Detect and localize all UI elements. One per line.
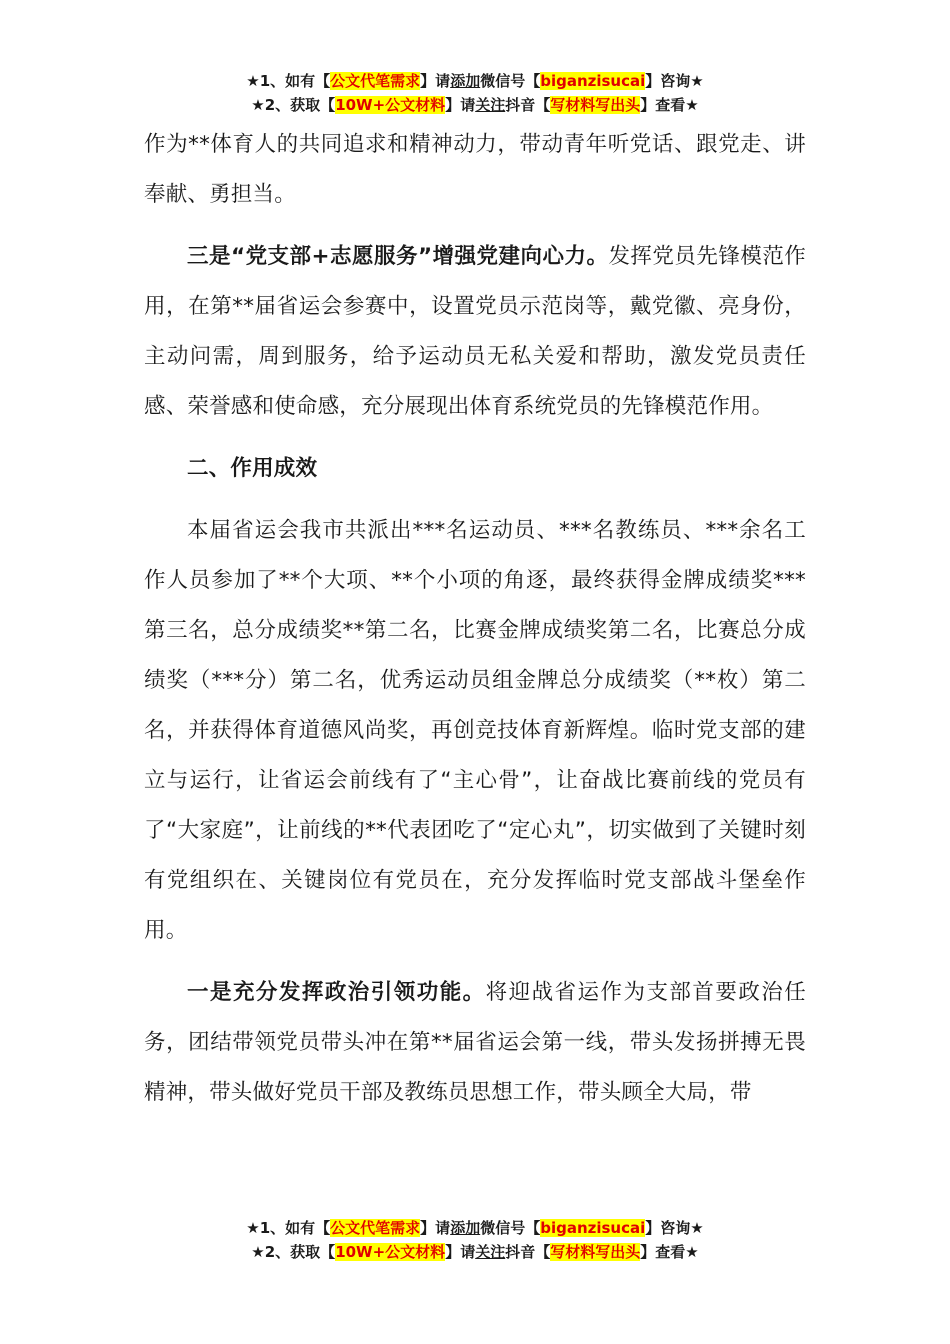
douyin-id: 写材料写出头 (550, 1243, 641, 1261)
highlight-text: 公文代笔需求 (330, 72, 421, 90)
paragraph-results: 本届省运会我市共派出***名运动员、***名教练员、***余名工作人员参加了**个大项、**个小项的角逐，最终获得金牌成绩奖***第三名，总分成绩奖**第二名，比赛金牌成绩奖第二名，比赛总分成绩奖（***分）第二名，优秀运动员组金牌总分成绩奖（**枚）第二名，并获得体育道德风尚奖，再创竞技体育新辉煌。临时党支部的建立与运行，让省运会前线有了“主心骨”，让奋战比赛前线的党员有了“大家庭”，让前线的**代表团吃了“定心丸”，切实做到了关键时刻有党组织在、关键岗位有党员在，充分发挥临时党支部战斗堡垒作用。 (144, 518, 806, 943)
paragraph-lead: 一是充分发挥政治引领功能。 (187, 980, 486, 1005)
paragraph-lead: 三是“党支部+志愿服务”增强党建向心力。 (187, 244, 609, 269)
banner-line-1: ★1、如有【公文代笔需求】请添加微信号【biganzisucai】咨询★ (246, 1219, 704, 1237)
highlight-text: 10W+公文材料 (335, 1243, 446, 1261)
header-banner (0, 69, 950, 117)
footer-banner (0, 1216, 950, 1264)
paragraph-three: 三是“党支部+志愿服务”增强党建向心力。发挥党员先锋模范作用，在第**届省运会参赛中，设置党员示范岗等，戴党徽、亮身份，主动问需，周到服务，给予运动员无私关爱和帮助，激发党员责任感、荣誉感和使命感，充分展现出体育系统党员的先锋模范作用。 (144, 244, 806, 419)
douyin-id: 写材料写出头 (550, 96, 641, 114)
highlight-text: 10W+公文材料 (335, 96, 446, 114)
highlight-text: 公文代笔需求 (330, 1219, 421, 1237)
star-icon: ★ (246, 1219, 260, 1237)
banner-line-1: ★1、如有【公文代笔需求】请添加微信号【biganzisucai】咨询★ (246, 72, 704, 90)
star-icon: ★ (251, 1243, 265, 1261)
section-heading: 二、作用成效 (187, 456, 318, 481)
document-body (144, 120, 806, 1118)
wechat-id: biganzisucai (540, 1219, 646, 1237)
wechat-id: biganzisucai (540, 72, 646, 90)
star-icon: ★ (246, 72, 260, 90)
paragraph-continued: 作为**体育人的共同追求和精神动力，带动青年听党话、跟党走、讲奉献、勇担当。 (144, 132, 806, 207)
banner-line-2: ★2、获取【10W+公文材料】请关注抖音【写材料写出头】查看★ (251, 96, 699, 114)
banner-line-2: ★2、获取【10W+公文材料】请关注抖音【写材料写出头】查看★ (251, 1243, 699, 1261)
star-icon: ★ (251, 96, 265, 114)
paragraph-one: 一是充分发挥政治引领功能。将迎战省运作为支部首要政治任务，团结带领党员带头冲在第**届省运会第一线，带头发扬拼搏无畏精神，带头做好党员干部及教练员思想工作，带头顾全大局，带 (144, 980, 806, 1105)
